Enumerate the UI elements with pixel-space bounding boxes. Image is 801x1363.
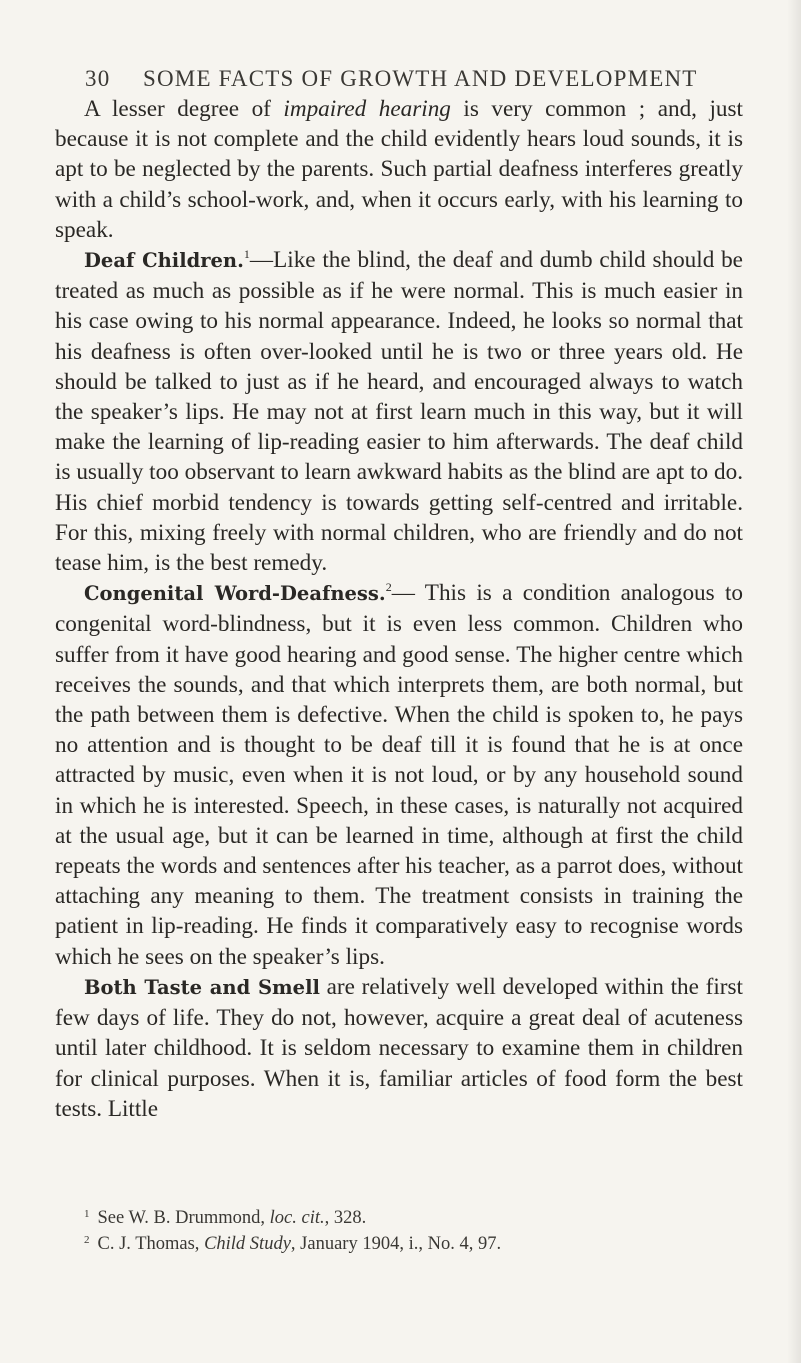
footnote-mark: 2 — [84, 1234, 90, 1246]
footnote — [84, 1205, 744, 1231]
footnote-italic: Child Study — [204, 1234, 291, 1254]
footnote-ref[interactable]: 1 — [243, 247, 250, 262]
page-edge-shadow — [787, 0, 801, 1363]
paragraph-taste-smell — [55, 972, 743, 1124]
section-heading: Both Taste and Smell — [84, 975, 320, 999]
paragraph-text: —Like the blind, the deaf and dumb child should be treated as much as possible as if he were normal. This is much easier in his case owing to his normal appearance. Indeed, he looks so normal that his deafness is often over-looked until he is two or three years old. He should be talked to just as if he heard, and encouraged always to watch the speaker’s lips. He may not at first learn much in this way, but it will make the learning of lip-reading easier to him afterwards. The deaf child is usually too observant to learn awkward habits as the blind are apt to do. His chief morbid tendency is towards getting self-centred and irritable. For this, mixing freely with normal children, who are friendly and do not tease him, is the best remedy. — [55, 247, 743, 577]
footnote-italic: loc. cit. — [269, 1208, 325, 1228]
paragraph-impaired-hearing — [55, 94, 743, 245]
section-heading: Congenital Word-Deafness. — [84, 582, 386, 606]
footnote-text: , January 1904, i., No. 4, 97. — [290, 1234, 502, 1254]
paragraph-word-deafness — [55, 578, 743, 972]
footnote-text: C. J. Thomas, — [97, 1234, 205, 1254]
footnote — [84, 1231, 744, 1257]
footnote-text: , 328. — [324, 1208, 367, 1228]
paragraph-text: are relatively well developed within the first few days of life. They do not, however, acquire a great deal of acuteness until later childhood. It is seldom necessary to examine them in children for clinical purposes. When it is, familiar articles of food form the best tests. Little — [55, 973, 743, 1122]
paragraph-deaf-children — [55, 245, 743, 578]
italic-term: impaired hearing — [283, 96, 451, 122]
paragraph-text: A lesser degree of — [84, 96, 284, 122]
body-text — [55, 94, 743, 1124]
footnote-text: See W. B. Drummond, — [97, 1208, 270, 1228]
paragraph-text: is very common ; and, just because it is not complete and the child evidently hears loud sounds, it is apt to be neglected by the parents. Such partial deafness interferes greatly with a child’s school-work, and, when it occurs early, with his learning to speak. — [55, 96, 743, 243]
footnotes — [84, 1205, 744, 1257]
running-title: SOME FACTS OF GROWTH AND DEVELOPMENT — [143, 66, 698, 91]
paragraph-text: — This is a condition analogous to congenital word-blindness, but it is even less common. Children who suffer from it have good hearing and good sense. The higher centre which receives the sounds, and that which interprets them, are both normal, but the path between them is defective. When the child is spoken to, he pays no attention and is thought to be deaf till it is found that he is at once attracted by music, even when it is not loud, or by any household sound in which he is interested. Speech, in these cases, is naturally not acquired at the usual age, but it can be learned in time, although at first the child repeats the words and sentences after his teacher, as a parrot does, without attaching any meaning to them. The treatment consists in training the patient in lip-reading. He finds it comparatively easy to recognise words which he sees on the speaker’s lips. — [55, 580, 744, 970]
page-number: 30 — [85, 66, 111, 91]
footnote-ref[interactable]: 2 — [385, 580, 392, 595]
running-head — [85, 66, 745, 92]
section-heading: Deaf Children. — [84, 249, 244, 273]
footnote-mark: 1 — [84, 1208, 90, 1220]
